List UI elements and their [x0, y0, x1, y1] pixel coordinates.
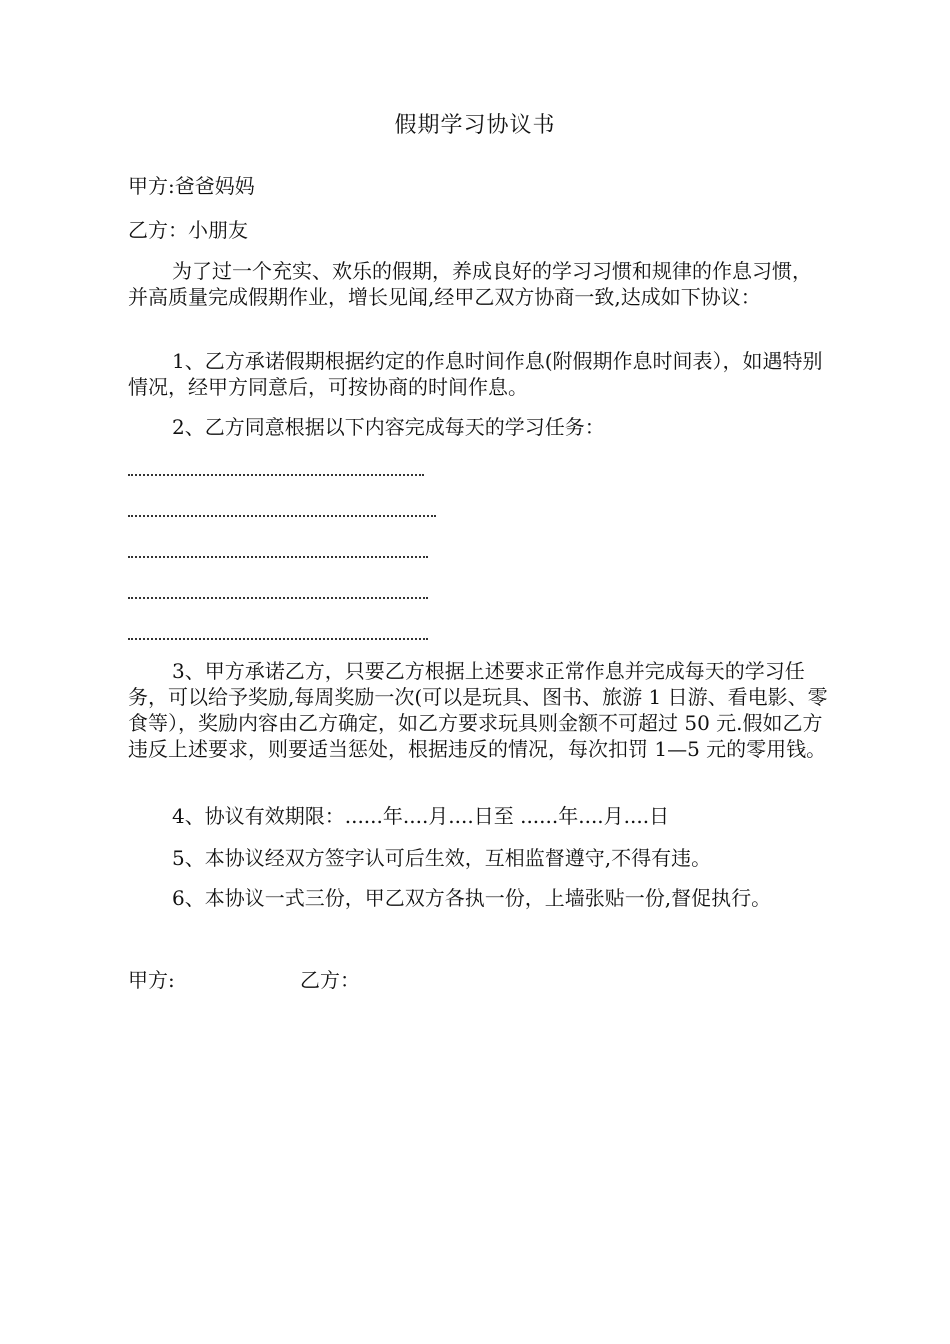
intro-paragraph: 为了过一个充实、欢乐的假期，养成良好的学习习惯和规律的作息习惯，并高质量完成假期作业，增长见闻,经甲乙双方协商一致,达成如下协议：: [128, 259, 812, 309]
clause-4: 4、协议有效期限：......年....月....日至 ......年....月....日: [172, 804, 670, 828]
task-blank-line: [128, 636, 428, 640]
clause-2: 2、乙方同意根据以下内容完成每天的学习任务：: [172, 415, 605, 439]
clause-5: 5、本协议经双方签字认可后生效，互相监督遵守,不得有违。: [172, 846, 712, 870]
party-a-line: 甲方:爸爸妈妈: [128, 174, 255, 198]
signature-party-a: 甲方:: [128, 968, 175, 992]
clause-3: 3、甲方承诺乙方，只要乙方根据上述要求正常作息并完成每天的学习任务，可以给予奖励,每周奖励一次(可以是玩具、图书、旅游 1 日游、看电影、零食等），奖励内容由乙方确定，如乙方要求玩具则金额不可超过 50 元.假如乙方违反上述要求，则要适当惩处，根据违反的情况，每次扣罚 1—5 元的零用钱。: [128, 659, 828, 761]
task-blank-line: [128, 595, 428, 599]
clause-6: 6、本协议一式三份，甲乙双方各执一份，上墙张贴一份,督促执行。: [172, 886, 772, 910]
task-blank-line: [128, 472, 424, 476]
task-blank-line: [128, 554, 428, 558]
task-blank-line: [128, 513, 436, 517]
clause-1: 1、乙方承诺假期根据约定的作息时间作息(附假期作息时间表），如遇特别情况，经甲方同意后，可按协商的时间作息。: [128, 349, 823, 399]
signature-party-b: 乙方：: [300, 968, 360, 992]
document-title: 假期学习协议书: [394, 113, 556, 138]
party-b-line: 乙方：小朋友: [128, 218, 248, 242]
